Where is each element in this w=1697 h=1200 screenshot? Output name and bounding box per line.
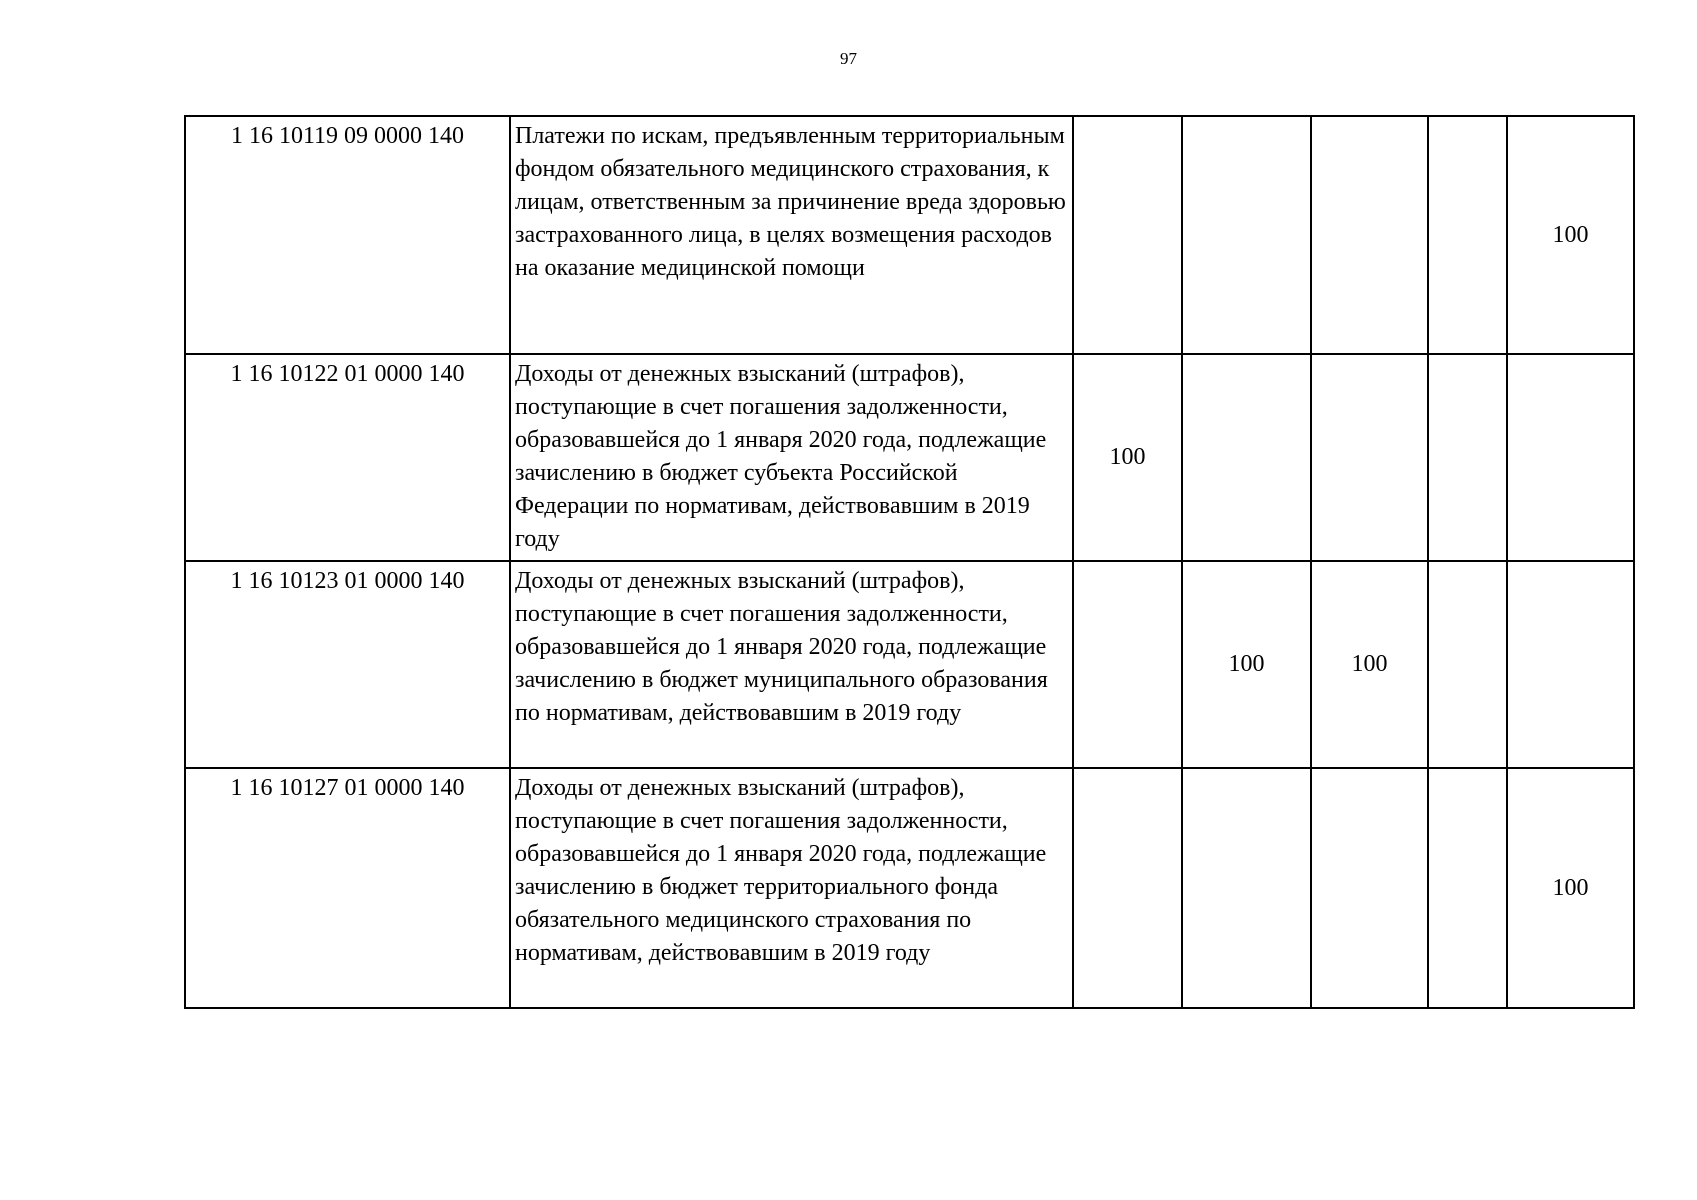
revenue-description-cell: Доходы от денежных взысканий (штрафов), поступающие в счет погашения задолженности, образовавшейся до 1 января 2020 года, подлежащие зачислению в бюджет муниципального образования по нормативам, действовавшим в 2019 году bbox=[510, 561, 1073, 768]
normative-cell-4 bbox=[1428, 354, 1507, 561]
normative-cell-4 bbox=[1428, 116, 1507, 354]
normative-cell-5: 100 bbox=[1507, 768, 1634, 1008]
revenue-description-cell: Доходы от денежных взысканий (штрафов), поступающие в счет погашения задолженности, образовавшейся до 1 января 2020 года, подлежащие зачислению в бюджет территориального фонда обязательного медицинского страхования по нормативам, действовавшим в 2019 году bbox=[510, 768, 1073, 1008]
normative-cell-2 bbox=[1182, 116, 1311, 354]
table-row bbox=[185, 768, 1634, 1008]
normative-cell-1 bbox=[1073, 116, 1182, 354]
normative-cell-5 bbox=[1507, 561, 1634, 768]
normative-cell-5: 100 bbox=[1507, 116, 1634, 354]
table-row bbox=[185, 561, 1634, 768]
page-number: 97 bbox=[840, 49, 857, 68]
revenue-description-cell: Платежи по искам, предъявленным территориальным фондом обязательного медицинского страхования, к лицам, ответственным за причинение вреда здоровью застрахованного лица, в целях возмещения расходов на оказание медицинской помощи bbox=[510, 116, 1073, 354]
normative-cell-4 bbox=[1428, 561, 1507, 768]
normative-cell-3: 100 bbox=[1311, 561, 1428, 768]
normative-cell-2: 100 bbox=[1182, 561, 1311, 768]
revenue-code-cell: 1 16 10123 01 0000 140 bbox=[185, 561, 510, 768]
normative-cell-2 bbox=[1182, 768, 1311, 1008]
normative-cell-3 bbox=[1311, 354, 1428, 561]
normative-cell-3 bbox=[1311, 116, 1428, 354]
revenue-code-cell: 1 16 10122 01 0000 140 bbox=[185, 354, 510, 561]
table-row bbox=[185, 116, 1634, 354]
normative-cell-1 bbox=[1073, 768, 1182, 1008]
normative-cell-5 bbox=[1507, 354, 1634, 561]
normative-cell-4 bbox=[1428, 768, 1507, 1008]
budget-revenue-table bbox=[184, 115, 1635, 1009]
normative-cell-3 bbox=[1311, 768, 1428, 1008]
revenue-code-cell: 1 16 10127 01 0000 140 bbox=[185, 768, 510, 1008]
revenue-description-cell: Доходы от денежных взысканий (штрафов), поступающие в счет погашения задолженности, образовавшейся до 1 января 2020 года, подлежащие зачислению в бюджет субъекта Российской Федерации по нормативам, действовавшим в 2019 году bbox=[510, 354, 1073, 561]
normative-cell-1: 100 bbox=[1073, 354, 1182, 561]
table-row bbox=[185, 354, 1634, 561]
revenue-code-cell: 1 16 10119 09 0000 140 bbox=[185, 116, 510, 354]
normative-cell-2 bbox=[1182, 354, 1311, 561]
normative-cell-1 bbox=[1073, 561, 1182, 768]
